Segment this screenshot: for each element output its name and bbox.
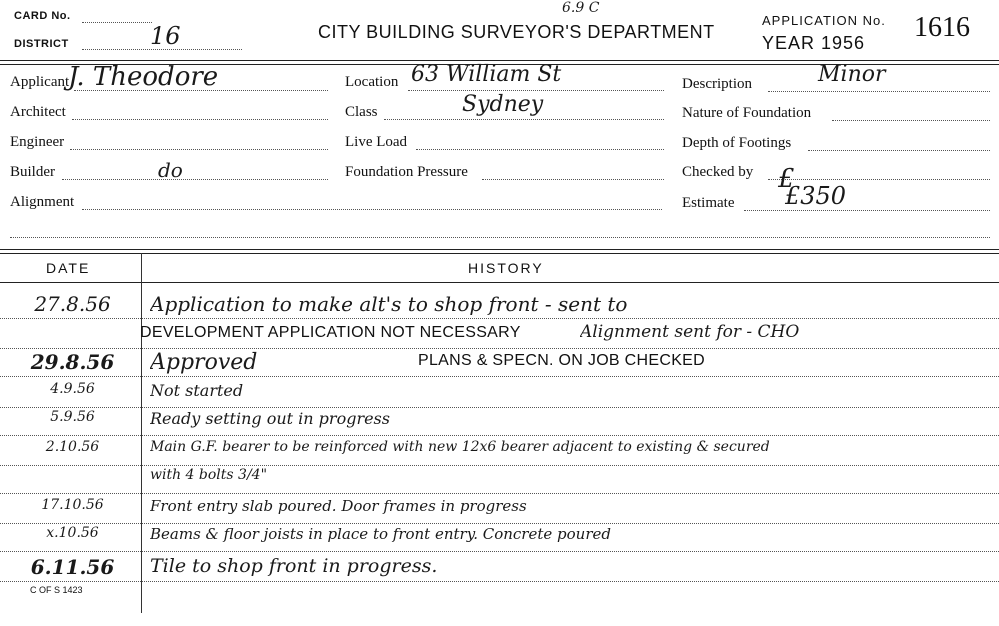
district-label: DISTRICT bbox=[14, 38, 69, 50]
history-date: 4.9.56 bbox=[50, 381, 95, 397]
description-value: Minor bbox=[818, 62, 886, 87]
estimate-line bbox=[744, 210, 990, 211]
history-text: Application to make alt's to shop front - sent to bbox=[150, 292, 628, 316]
application-number: 1616 bbox=[914, 12, 970, 43]
architect-line bbox=[72, 119, 328, 120]
history-row-line bbox=[0, 493, 999, 494]
header-rule-top bbox=[0, 60, 999, 61]
department-title: CITY BUILDING SURVEYOR'S DEPARTMENT bbox=[318, 22, 715, 42]
history-text: Main G.F. bearer to be reinforced with new 12x6 bearer adjacent to existing & secured bbox=[150, 439, 770, 455]
live-load-label: Live Load bbox=[345, 134, 408, 150]
alignment-line bbox=[82, 209, 662, 210]
date-header: DATE bbox=[46, 260, 91, 276]
history-date: 27.8.56 bbox=[34, 292, 111, 316]
history-stamp: PLANS & SPECN. ON JOB CHECKED bbox=[418, 352, 705, 369]
history-text: Ready setting out in progress bbox=[150, 409, 390, 428]
history-header-rule bbox=[0, 282, 999, 283]
builder-line bbox=[62, 179, 328, 180]
foundation-pressure-line bbox=[482, 179, 664, 180]
history-text: Approved bbox=[150, 350, 258, 375]
form-code: C OF S 1423 bbox=[30, 585, 83, 595]
history-row-line bbox=[0, 465, 999, 466]
location-value: 63 William St bbox=[411, 62, 562, 87]
builder-label: Builder bbox=[10, 164, 55, 180]
history-row-line bbox=[0, 348, 999, 349]
architect-label: Architect bbox=[10, 104, 66, 120]
checked-by-line bbox=[768, 179, 990, 180]
history-date: x.10.56 bbox=[46, 525, 99, 541]
history-row-line bbox=[0, 318, 999, 319]
history-row-line bbox=[0, 523, 999, 524]
card-no-line bbox=[82, 22, 152, 23]
description-label: Description bbox=[682, 76, 752, 92]
location-label: Location bbox=[345, 74, 399, 90]
applicant-value: J. Theodore bbox=[68, 62, 219, 92]
history-text: Front entry slab poured. Door frames in progress bbox=[150, 497, 527, 515]
live-load-line bbox=[416, 149, 664, 150]
year-label: YEAR 1956 bbox=[762, 33, 866, 53]
alignment-label: Alignment bbox=[10, 194, 75, 210]
history-text: with 4 bolts 3/4" bbox=[150, 467, 268, 483]
history-text: Not started bbox=[150, 381, 244, 400]
history-text: Alignment sent for - CHO bbox=[580, 322, 800, 342]
checked-by-label: Checked by bbox=[682, 164, 754, 180]
description-line bbox=[768, 91, 990, 92]
date-column-divider bbox=[141, 253, 142, 613]
class-value: Sydney bbox=[462, 92, 544, 117]
history-date: 5.9.56 bbox=[50, 409, 95, 425]
engineer-label: Engineer bbox=[10, 134, 65, 150]
application-no-label: APPLICATION No. bbox=[762, 13, 886, 28]
history-date: 29.8.56 bbox=[30, 350, 115, 374]
nature-foundation-label: Nature of Foundation bbox=[682, 105, 812, 121]
top-scribble: 6.9 C bbox=[562, 0, 600, 16]
district-value: 16 bbox=[150, 22, 181, 50]
class-label: Class bbox=[345, 104, 378, 120]
history-text: Beams & floor joists in place to front entry. Concrete poured bbox=[150, 525, 611, 543]
history-row-line bbox=[0, 407, 999, 408]
history-row-line bbox=[0, 551, 999, 552]
applicant-label: Applicant bbox=[10, 74, 70, 90]
history-date: 6.11.56 bbox=[30, 555, 115, 579]
engineer-line bbox=[70, 149, 328, 150]
history-date: 2.10.56 bbox=[45, 439, 100, 455]
checked-by-value: £ bbox=[778, 164, 795, 194]
depth-footings-line bbox=[808, 150, 990, 151]
history-row-line bbox=[0, 581, 999, 582]
history-date: 17.10.56 bbox=[41, 497, 104, 513]
history-text: Tile to shop front in progress. bbox=[150, 555, 438, 577]
estimate-value: £350 bbox=[785, 182, 847, 210]
blank-line bbox=[10, 237, 990, 238]
history-row-line bbox=[0, 376, 999, 377]
builder-value: do bbox=[158, 158, 183, 182]
history-rule-top bbox=[0, 249, 999, 250]
nature-foundation-line bbox=[832, 120, 990, 121]
estimate-label: Estimate bbox=[682, 195, 735, 211]
depth-footings-label: Depth of Footings bbox=[682, 135, 792, 151]
history-header: HISTORY bbox=[468, 260, 544, 276]
card-no-label: CARD No. bbox=[14, 10, 71, 22]
history-row-line bbox=[0, 435, 999, 436]
history-rule-top-2 bbox=[0, 253, 999, 254]
foundation-pressure-label: Foundation Pressure bbox=[345, 164, 468, 180]
class-line bbox=[384, 119, 664, 120]
location-line bbox=[408, 90, 664, 91]
history-stamp: DEVELOPMENT APPLICATION NOT NECESSARY bbox=[140, 324, 521, 341]
